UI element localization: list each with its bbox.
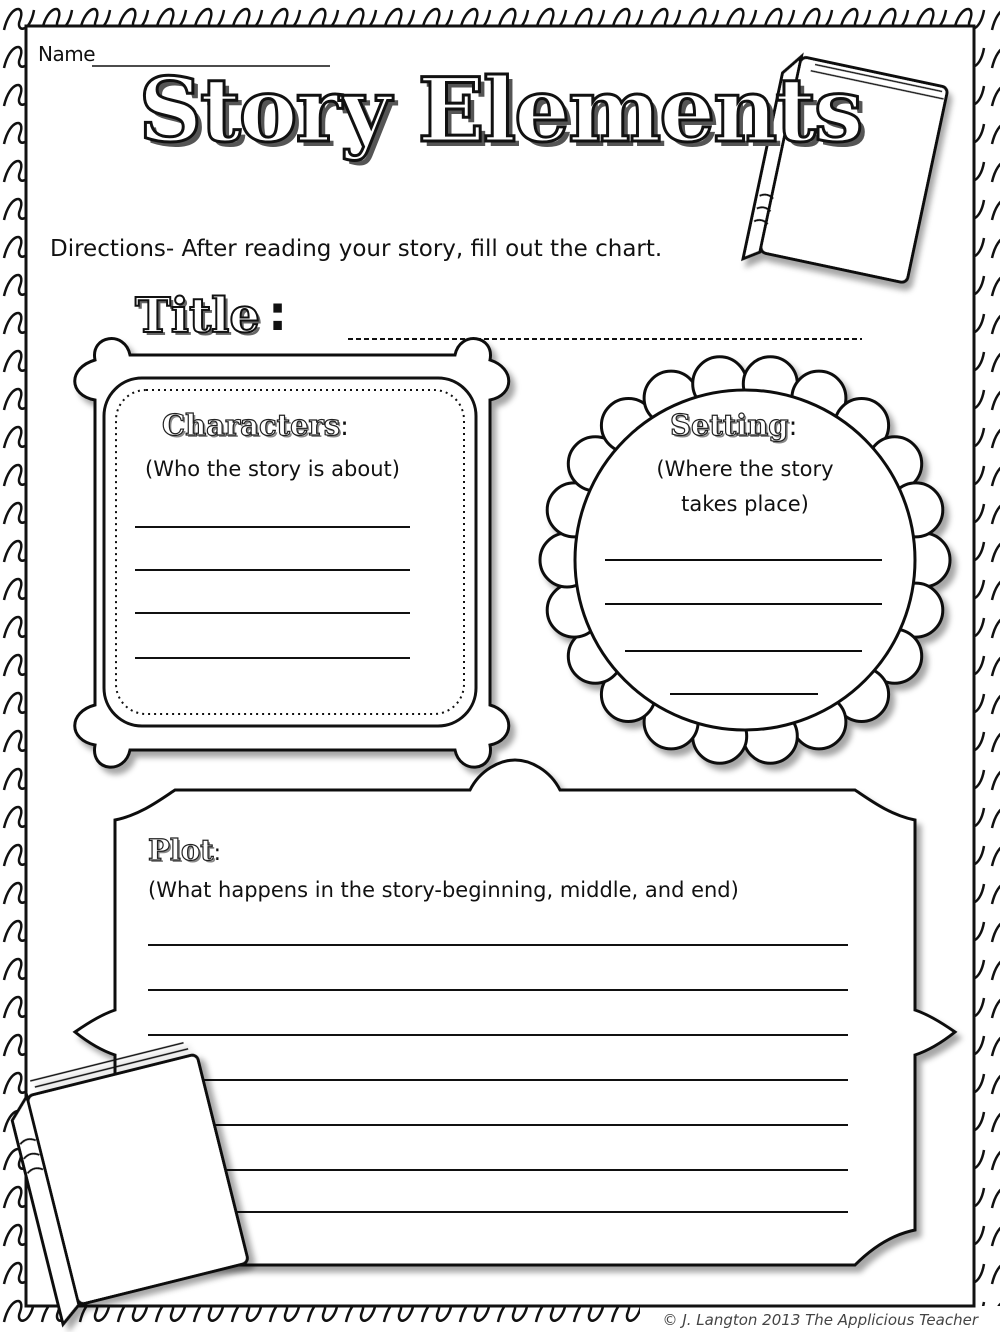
worksheet-title: Story Elements bbox=[138, 58, 862, 162]
setting-heading-row bbox=[670, 408, 797, 442]
setting-subtitle-line1: (Where the story bbox=[656, 457, 834, 481]
characters-heading: Characters bbox=[162, 408, 341, 442]
plot-subtitle: (What happens in the story-beginning, middle, and end) bbox=[148, 878, 739, 902]
characters-subtitle: (Who the story is about) bbox=[145, 457, 400, 481]
copyright-footer: © J. Langton 2013 The Applicious Teacher bbox=[662, 1311, 978, 1329]
setting-heading: Setting bbox=[670, 408, 789, 442]
title-colon: : bbox=[268, 286, 288, 342]
plot-heading: Plot bbox=[148, 833, 214, 867]
characters-colon: : bbox=[340, 412, 349, 442]
plot-heading-row bbox=[148, 833, 221, 867]
characters-heading-row bbox=[162, 408, 349, 442]
plot-colon: : bbox=[213, 841, 221, 866]
title-label: Title bbox=[135, 288, 260, 344]
setting-subtitle-line2: takes place) bbox=[681, 492, 809, 516]
characters-frame bbox=[75, 339, 509, 768]
setting-colon: : bbox=[788, 412, 798, 442]
name-label: Name bbox=[38, 42, 96, 66]
directions-text: Directions- After reading your story, fill out the chart. bbox=[50, 236, 663, 262]
